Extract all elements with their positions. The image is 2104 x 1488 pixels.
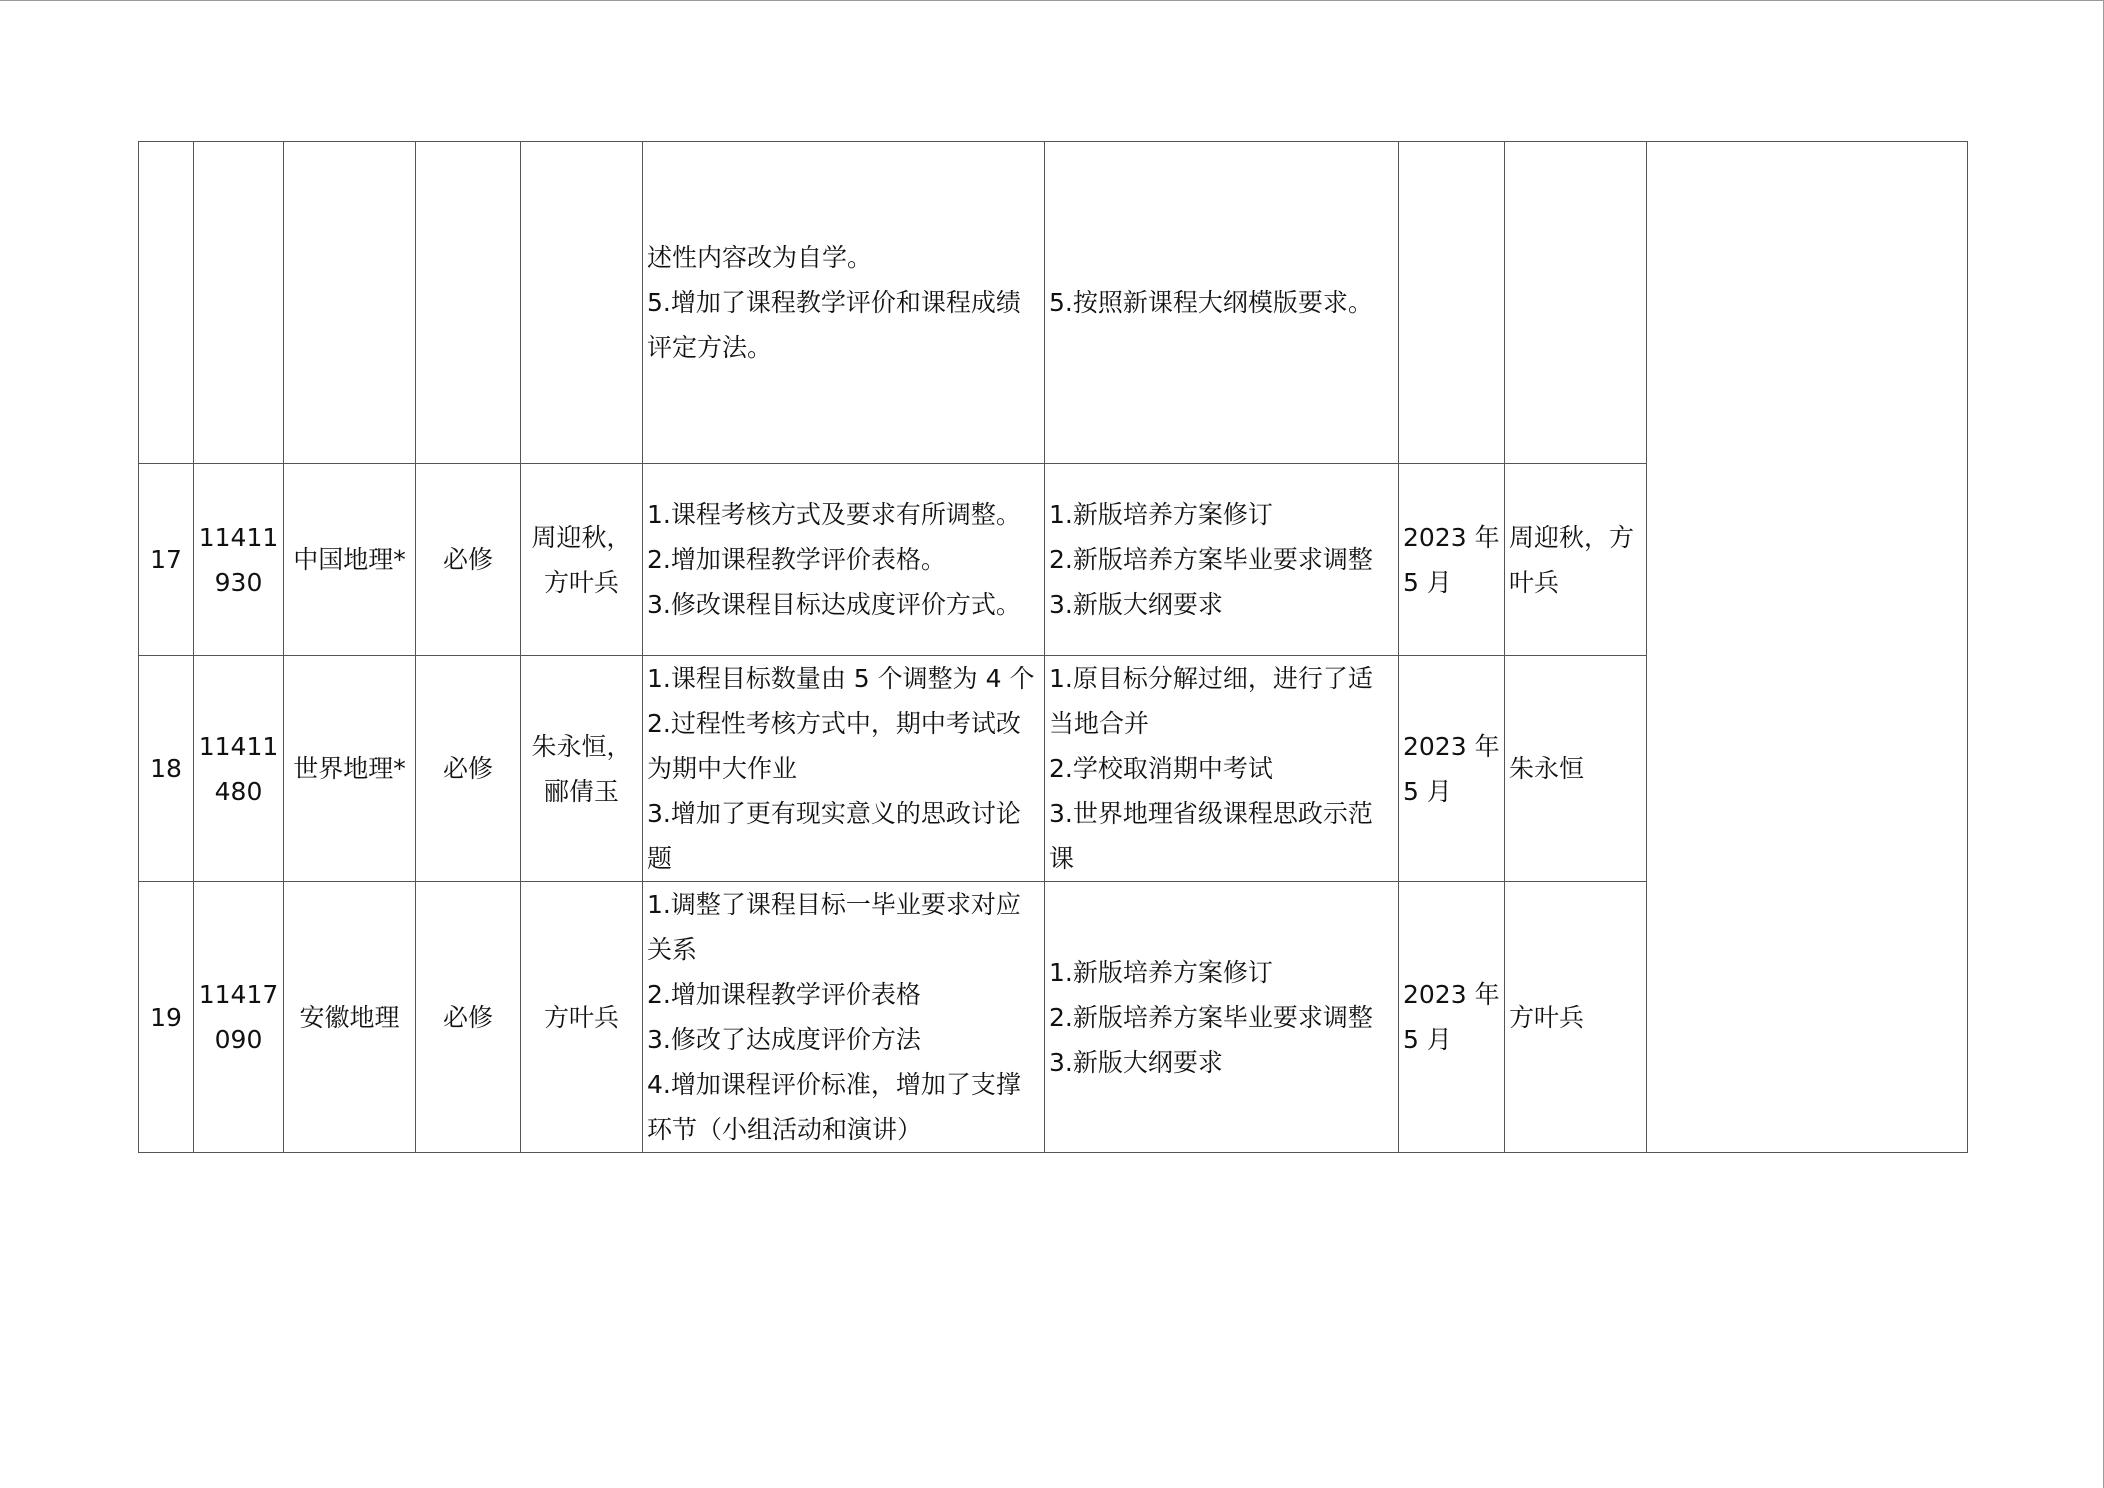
- change-line: 2.增加课程教学评价表格。: [647, 545, 946, 574]
- code-part: 11411: [198, 731, 279, 761]
- cell-teachers: 朱永恒，郦倩玉: [521, 656, 643, 882]
- cell-no: [139, 142, 194, 464]
- cell-teachers: 方叶兵: [521, 882, 643, 1153]
- table-row-continued: [139, 142, 1968, 464]
- cell-reviser: [1505, 142, 1647, 464]
- cell-no: 18: [139, 656, 194, 882]
- cell-reviser: 方叶兵: [1505, 882, 1647, 1153]
- change-line: 3.修改了达成度评价方法: [647, 1025, 921, 1054]
- cell-date: 2023 年 5 月: [1399, 656, 1505, 882]
- code-part: 930: [214, 567, 263, 597]
- cell-course: 世界地理*: [284, 656, 416, 882]
- cell-code: [194, 656, 284, 882]
- cell-remarks: [1647, 142, 1968, 1153]
- change-line: 2.增加课程教学评价表格: [647, 980, 921, 1009]
- cell-course: 中国地理*: [284, 464, 416, 656]
- cell-code: [194, 142, 284, 464]
- cell-date: 2023 年 5 月: [1399, 464, 1505, 656]
- cell-changes: [643, 464, 1045, 656]
- cell-type: 必修: [416, 464, 521, 656]
- cell-course: 安徽地理: [284, 882, 416, 1153]
- cell-no: 19: [139, 882, 194, 1153]
- cell-date: 2023 年 5 月: [1399, 882, 1505, 1153]
- change-line: 2.过程性考核方式中，期中考试改为期中大作业: [647, 709, 1021, 783]
- change-line: 述性内容改为自学。: [647, 243, 873, 272]
- cell-reasons: [1045, 142, 1399, 464]
- cell-code: [194, 464, 284, 656]
- reason-line: 5.按照新课程大纲模版要求。: [1049, 288, 1373, 317]
- cell-reasons: [1045, 882, 1399, 1153]
- cell-reviser: 朱永恒: [1505, 656, 1647, 882]
- cell-course: [284, 142, 416, 464]
- cell-reviser: 周迎秋，方叶兵: [1505, 464, 1647, 656]
- cell-changes: [643, 142, 1045, 464]
- change-line: 3.增加了更有现实意义的思政讨论题: [647, 799, 1021, 873]
- reason-line: 2.新版培养方案毕业要求调整: [1049, 1002, 1373, 1032]
- cell-type: 必修: [416, 882, 521, 1153]
- reason-line: 2.新版培养方案毕业要求调整: [1049, 545, 1373, 574]
- cell-code: [194, 882, 284, 1153]
- change-line: 3.修改课程目标达成度评价方式。: [647, 590, 1021, 619]
- cell-changes: [643, 656, 1045, 882]
- cell-teachers: [521, 142, 643, 464]
- reason-line: 2.学校取消期中考试: [1049, 754, 1273, 783]
- cell-no: 17: [139, 464, 194, 656]
- cell-reasons: [1045, 464, 1399, 656]
- course-revision-table: [138, 141, 1968, 1153]
- reason-line: 1.新版培养方案修订: [1049, 957, 1273, 987]
- cell-changes: [643, 882, 1045, 1153]
- change-line: 1.课程考核方式及要求有所调整。: [647, 500, 1021, 529]
- cell-type: [416, 142, 521, 464]
- change-line: 4.增加课程评价标准，增加了支撑环节（小组活动和演讲）: [647, 1070, 1021, 1144]
- cell-reasons: [1045, 656, 1399, 882]
- cell-type: 必修: [416, 656, 521, 882]
- reason-line: 3.新版大纲要求: [1049, 590, 1223, 619]
- reason-line: 3.世界地理省级课程思政示范课: [1049, 799, 1373, 873]
- code-part: 11411: [198, 522, 279, 552]
- reason-line: 3.新版大纲要求: [1049, 1047, 1223, 1077]
- cell-teachers: 周迎秋，方叶兵: [521, 464, 643, 656]
- code-part: 11417: [198, 980, 279, 1009]
- change-line: 1.调整了课程目标一毕业要求对应关系: [647, 890, 1021, 964]
- change-line: 1.课程目标数量由 5 个调整为 4 个: [647, 664, 1035, 693]
- reason-line: 1.新版培养方案修订: [1049, 500, 1273, 529]
- cell-date: [1399, 142, 1505, 464]
- change-line: 5.增加了课程教学评价和课程成绩评定方法。: [647, 288, 1021, 362]
- reason-line: 1.原目标分解过细，进行了适当地合并: [1049, 664, 1373, 738]
- code-part: 090: [214, 1025, 263, 1054]
- code-part: 480: [214, 776, 263, 806]
